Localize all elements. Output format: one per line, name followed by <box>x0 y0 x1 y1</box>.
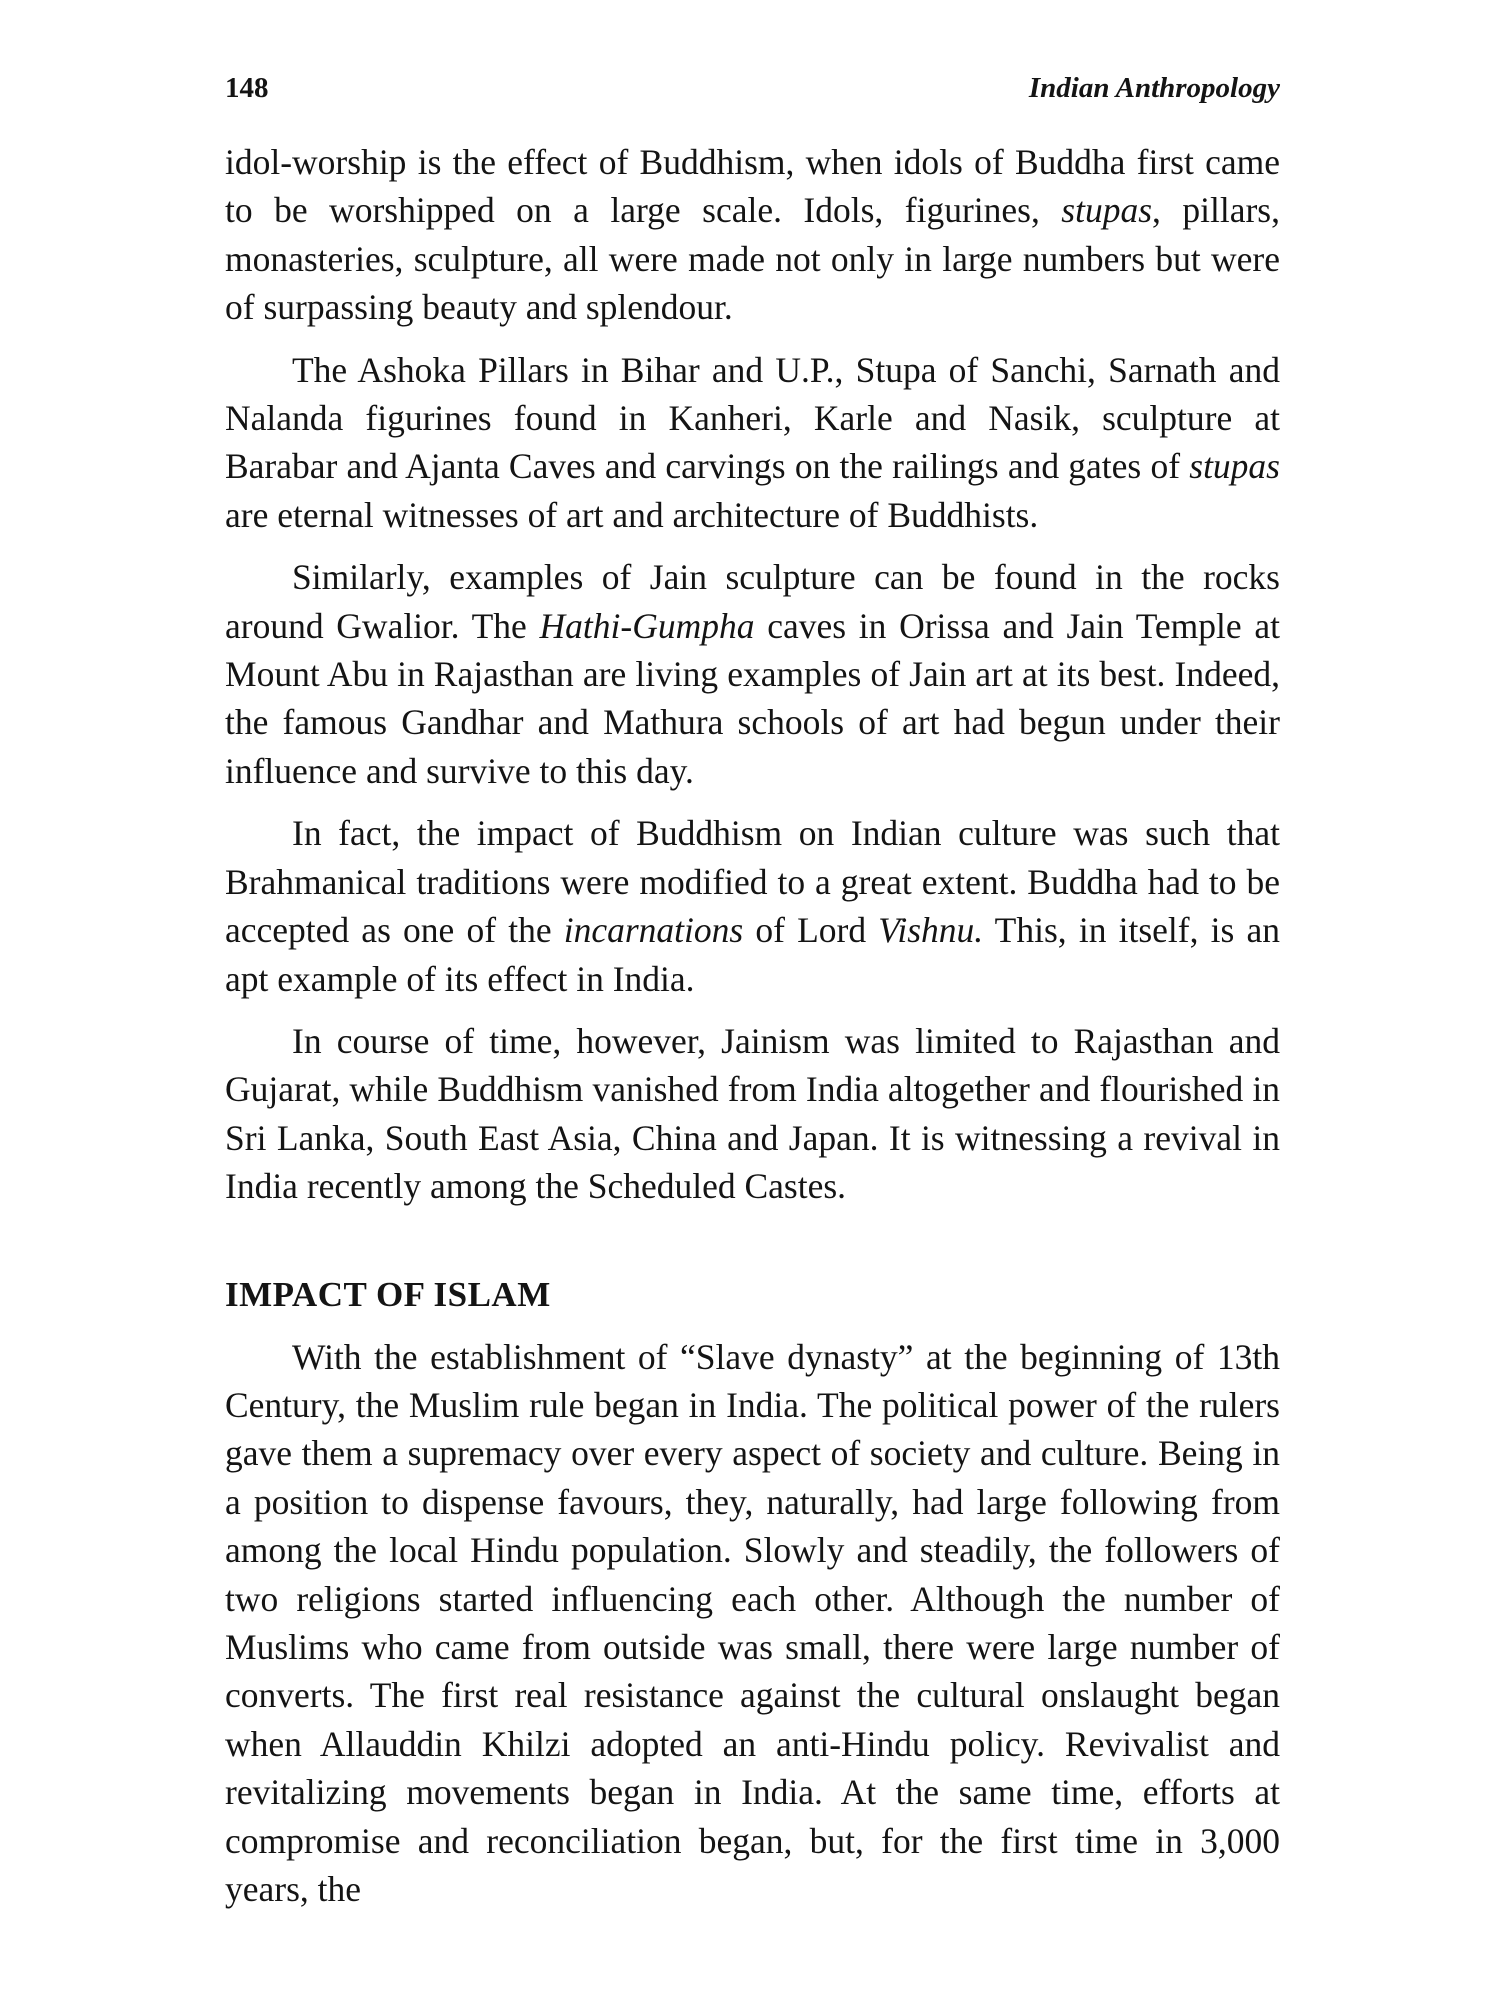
body-text <box>225 138 1280 1927</box>
italic-term: incarnations <box>563 910 744 951</box>
paragraph-3 <box>225 553 1280 795</box>
text-run: are eternal witnesses of art and architecture of Buddhists. <box>225 494 1039 535</box>
text-run: Similarly, examples of Jain sculpture can be found in the rocks around Gwalior. The <box>225 557 1280 646</box>
paragraph-2 <box>225 346 1280 540</box>
book-title: Indian Anthropology <box>1028 72 1280 104</box>
text-run: In fact, the impact of Buddhism on Indian culture was such that Brahmanical traditions were modified to a great extent. Buddha had to be accepted as one of the <box>225 813 1280 951</box>
text-run: , pillars, monasteries, sculpture, all were made not only in large numbers but were of surpassing beauty and splendour. <box>225 190 1280 328</box>
section-heading: IMPACT OF ISLAM <box>225 1274 551 1314</box>
text-run: This, in itself, is an apt example of its effect in India. <box>225 910 1280 999</box>
italic-term: stupas <box>1061 190 1153 231</box>
italic-term: Vishnu. <box>878 910 984 951</box>
paragraph-5 <box>225 1017 1280 1211</box>
italic-term: stupas <box>1189 446 1280 487</box>
text-run: With the establishment of “Slave dynasty” at the beginning of 13th Century, the Muslim rule began in India. The political power of the rulers gave them a supremacy over every aspect of society and culture. Being in a position to dispense favours, they, naturally, had large following from among the local Hindu population. Slowly and steadily, the followers of two religions started influencing each other. Although the number of Muslims who came from outside was small, there were large number of converts. The first real resistance against the cultural onslaught began when Allauddin Khilzi adopted an anti-Hindu policy. Revivalist and revitalizing movements began in India. At the same time, efforts at compromise and reconciliation began, but, for the first time in 3,000 years, the <box>225 1336 1280 1909</box>
text-run: of Lord <box>743 910 879 951</box>
paragraph-6 <box>225 1333 1280 1914</box>
running-head <box>225 72 1280 112</box>
text-run: In course of time, however, Jainism was limited to Rajasthan and Gujarat, while Buddhism vanished from India altogether and flourished in Sri Lanka, South East Asia, China and Japan. It is witnessing a revival in India recently among the Scheduled Castes. <box>225 1020 1280 1207</box>
paragraph-1 <box>225 138 1280 332</box>
text-run: The Ashoka Pillars in Bihar and U.P., Stupa of Sanchi, Sarnath and Nalanda figurines found in Kanheri, Karle and Nasik, sculpture at Barabar and Ajanta Caves and carvings on the railings and gates of <box>225 349 1280 487</box>
page-number: 148 <box>225 72 269 104</box>
italic-term: Hathi-Gumpha <box>539 605 755 646</box>
paragraph-4 <box>225 809 1280 1003</box>
text-run: idol-worship is the effect of Buddhism, when idols of Buddha first came to be worshipped on a large scale. Idols, figurines, <box>225 142 1280 231</box>
text-run: caves in Orissa and Jain Temple at Mount Abu in Rajasthan are living examples of Jain art at its best. Indeed, the famous Gandhar and Mathura schools of art had begun under their influence and survive to this day. <box>225 605 1280 791</box>
